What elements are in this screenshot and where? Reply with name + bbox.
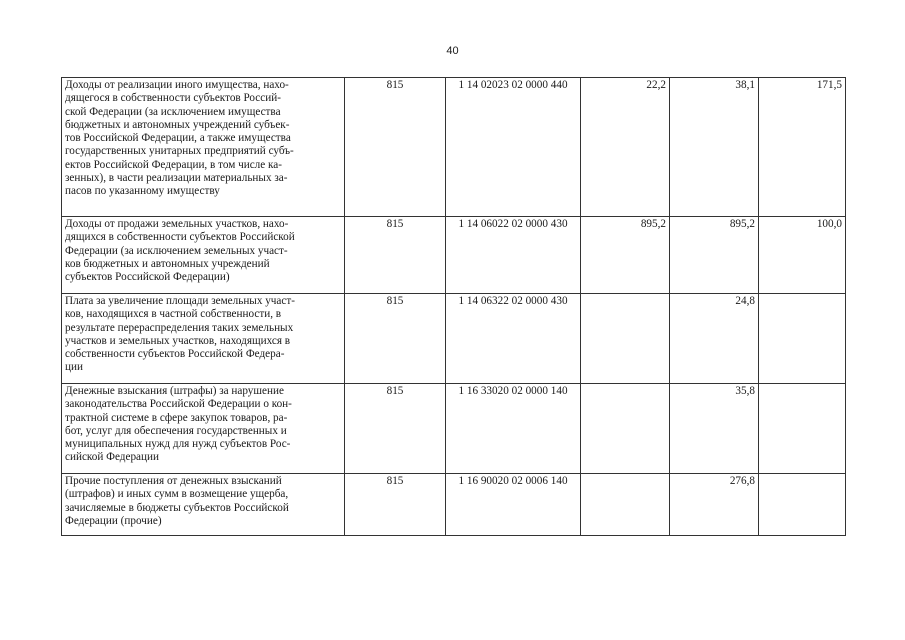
value-cell-2: 895,2 (670, 217, 759, 294)
revenue-name-cell: Денежные взыскания (штрафы) за нарушение законодательства Российской Федерации о кон- трактной системе в сфере закупок товаров, ра- бот, услуг для обеспечения государственных и муниципальных нужд для нужд субъектов Рос- сийской Федерации (62, 384, 345, 474)
value-cell-1 (581, 474, 670, 536)
table-row (62, 294, 846, 384)
admin-code-cell: 815 (345, 217, 446, 294)
revenue-name-cell: Прочие поступления от денежных взысканий (штрафов) и иных сумм в возмещение ущерба, зачисляемые в бюджеты субъектов Российской Федерации (прочие) (62, 474, 345, 536)
table-row (62, 384, 846, 474)
budget-code-cell: 1 16 90020 02 0006 140 (446, 474, 581, 536)
value-cell-1: 895,2 (581, 217, 670, 294)
value-cell-2: 38,1 (670, 78, 759, 217)
revenue-name-cell: Доходы от продажи земельных участков, нахо- дящихся в собственности субъектов Российской Федерации (за исключением земельных участ- ков бюджетных и автономных учреждений субъектов Российской Федерации) (62, 217, 345, 294)
revenue-name-cell: Доходы от реализации иного имущества, нахо- дящегося в собственности субъектов Россий- ской Федерации (за исключением имущества бюджетных и автономных учреждений субъек- тов Российской Федерации, а также имущества государственных унитарных предприятий субъ- ектов Российской Федерации, в том числе ка- зенных), в части реализации материальных за- пасов по указанному имуществу (62, 78, 345, 217)
admin-code-cell: 815 (345, 384, 446, 474)
value-cell-1 (581, 384, 670, 474)
value-cell-2: 276,8 (670, 474, 759, 536)
value-cell-2: 24,8 (670, 294, 759, 384)
value-cell-3: 171,5 (759, 78, 846, 217)
value-cell-3 (759, 474, 846, 536)
budget-code-cell: 1 14 02023 02 0000 440 (446, 78, 581, 217)
page-number: 40 (446, 45, 459, 57)
budget-code-cell: 1 14 06022 02 0000 430 (446, 217, 581, 294)
admin-code-cell: 815 (345, 78, 446, 217)
value-cell-1 (581, 294, 670, 384)
table-row (62, 474, 846, 536)
revenue-name-cell: Плата за увеличение площади земельных участ- ков, находящихся в частной собственности, в результате перераспределения таких земельных участков и земельных участков, находящихся в собственности субъектов Российской Федера- ции (62, 294, 345, 384)
value-cell-1: 22,2 (581, 78, 670, 217)
budget-revenue-table (61, 77, 846, 536)
admin-code-cell: 815 (345, 294, 446, 384)
value-cell-3: 100,0 (759, 217, 846, 294)
table-row (62, 217, 846, 294)
table-row (62, 78, 846, 217)
value-cell-3 (759, 384, 846, 474)
admin-code-cell: 815 (345, 474, 446, 536)
budget-code-cell: 1 14 06322 02 0000 430 (446, 294, 581, 384)
value-cell-2: 35,8 (670, 384, 759, 474)
value-cell-3 (759, 294, 846, 384)
budget-code-cell: 1 16 33020 02 0000 140 (446, 384, 581, 474)
